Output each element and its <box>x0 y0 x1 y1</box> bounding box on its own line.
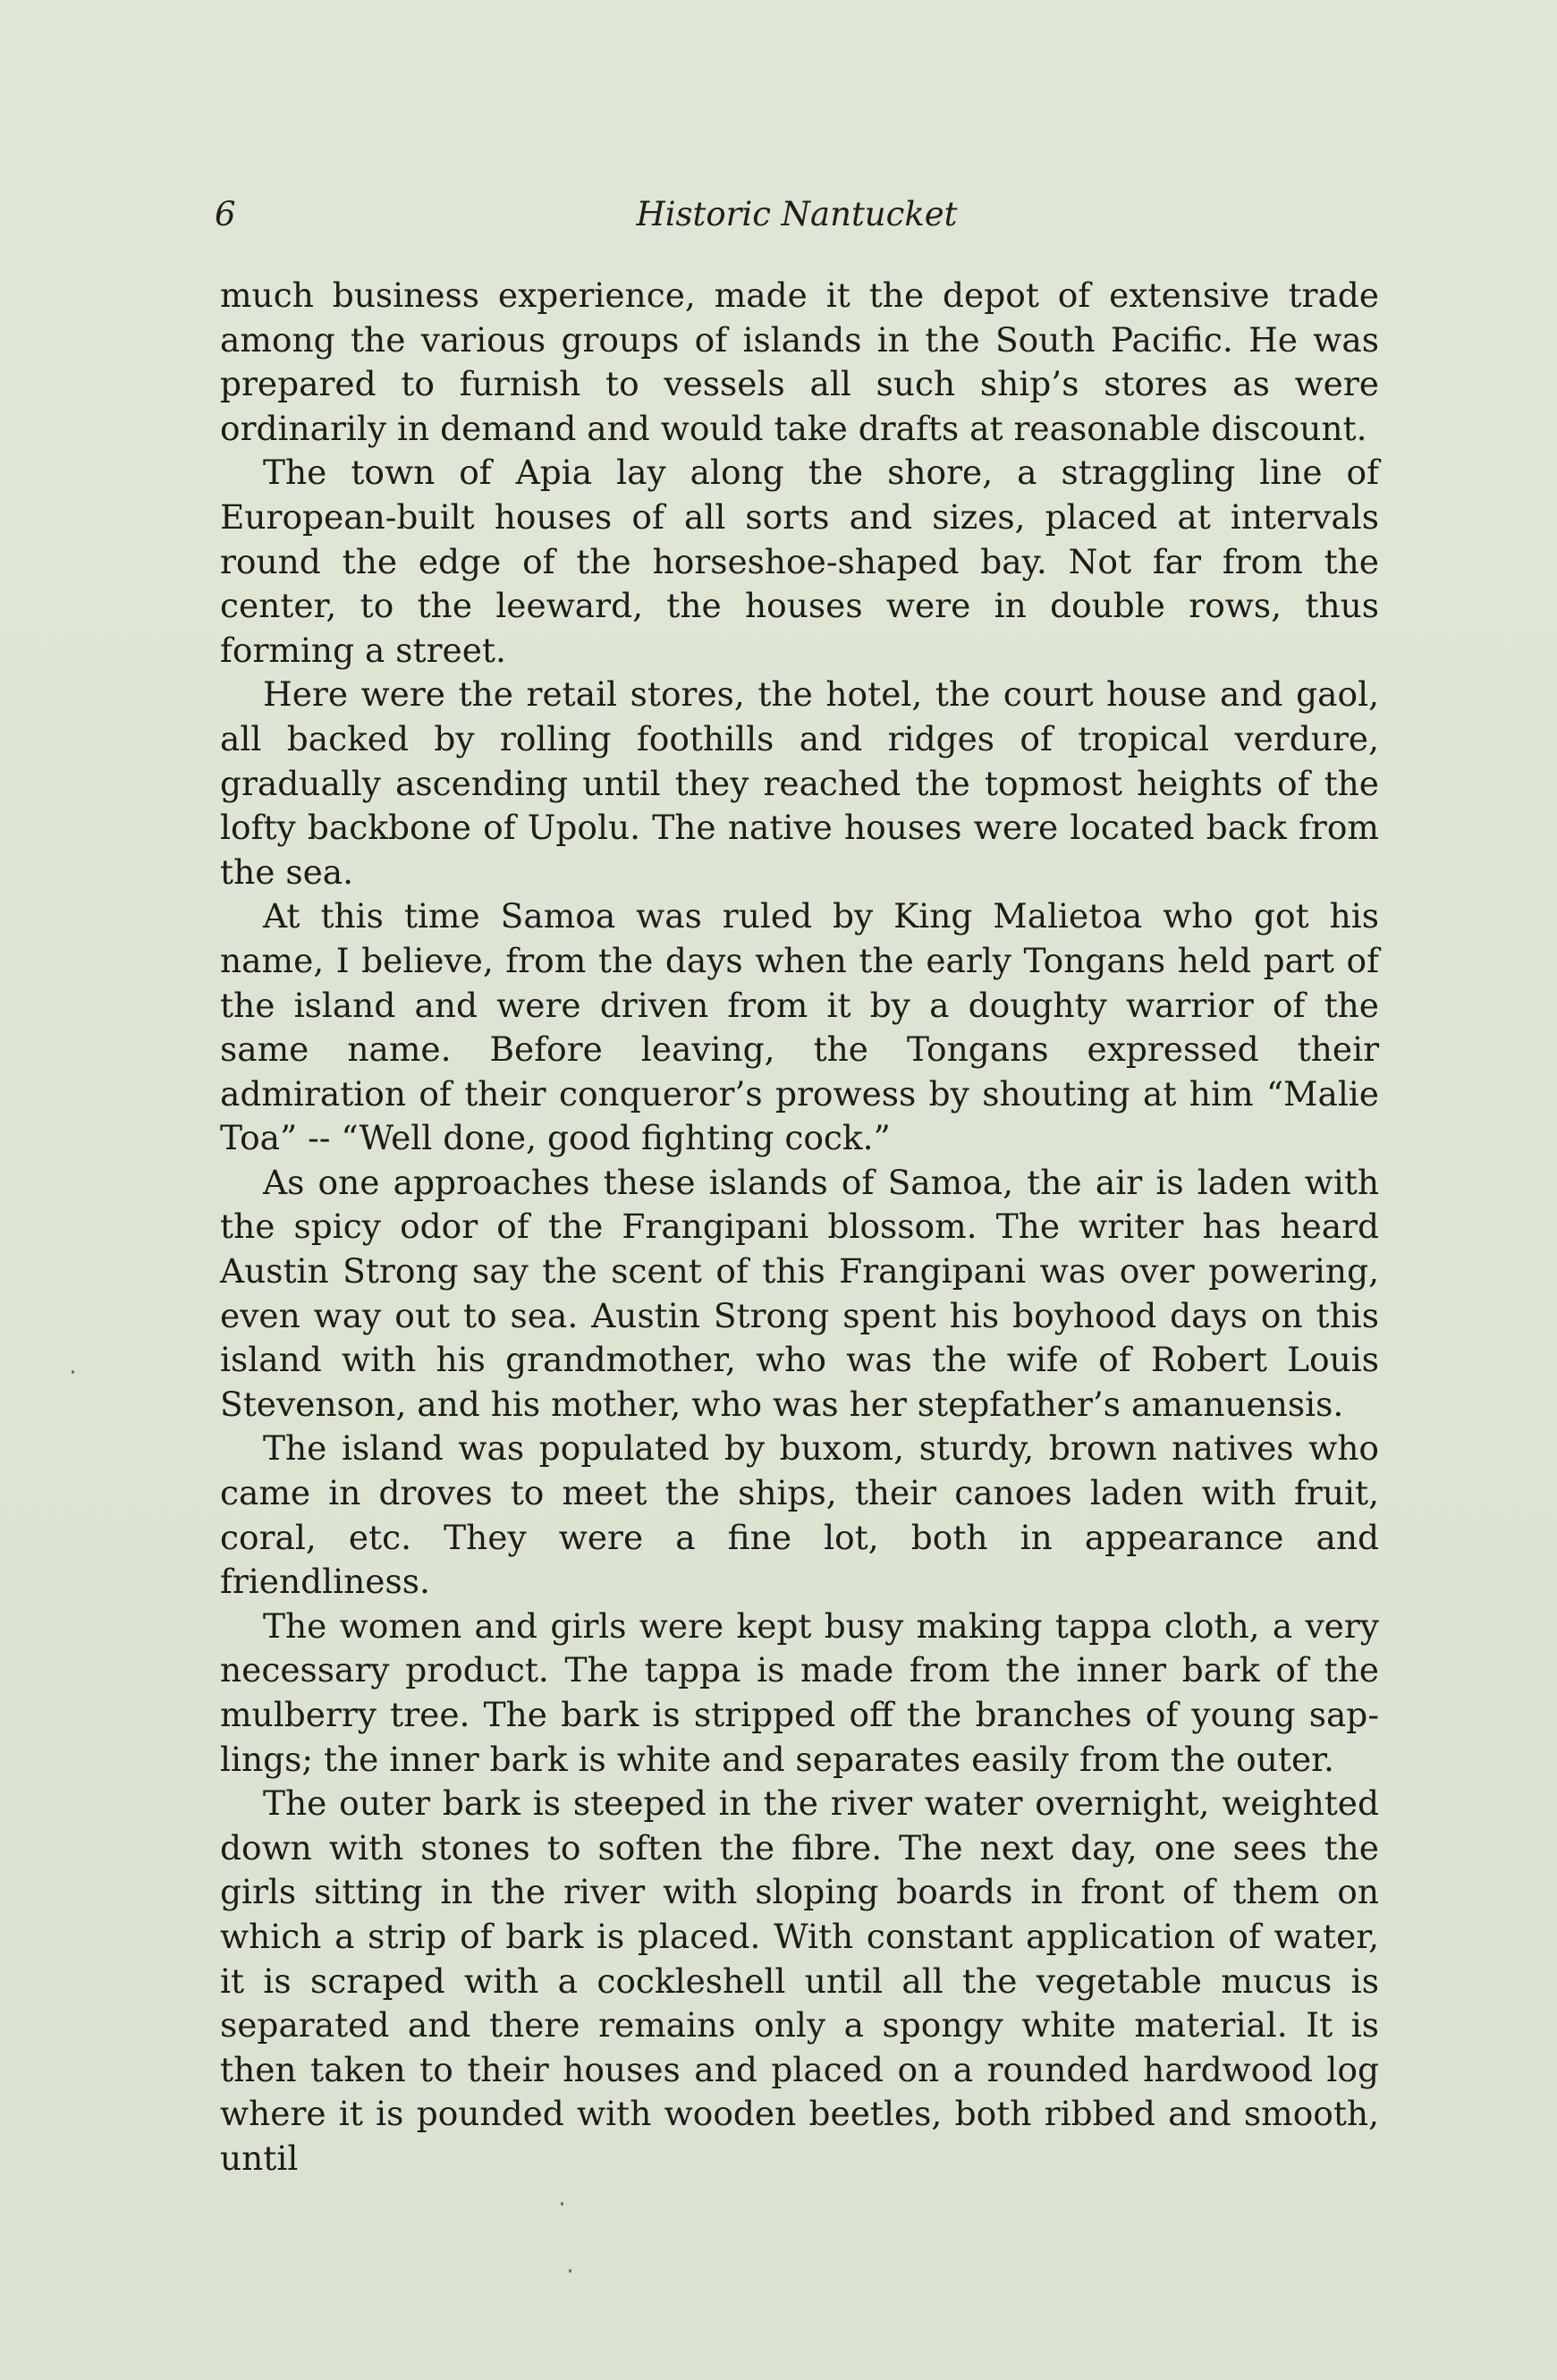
stray-ink-mark <box>569 2269 571 2273</box>
paragraph-tappa-cloth: The women and girls were kept busy making tappa cloth, a very necessary product. The tappa is made from the inner bark of the mulberry tree. The bark is stripped off the branches of young sap-lings; the inner bark is white and separates easily from the outer. <box>220 1605 1379 1779</box>
paragraph-frangipani: As one approaches these islands of Samoa, the air is laden with the spicy odor of the Frangipani blossom. The writer has heard Austin Strong say the scent of this Frangipani was over powering, even way out to sea. Austin Strong spent his boyhood days on this island with his grandmother, who was the wife of Robert Louis Stevenson, and his mother, who was her stepfather’s amanuensis. <box>220 1162 1379 1424</box>
paragraph-continued: much business experience, made it the depot of extensive trade among the various groups of islands in the South Pacific. He was prepared to furnish to vessels all such ship’s stores as were ordinarily in demand and would take drafts at reasonable discount. <box>220 275 1379 448</box>
stray-ink-mark <box>72 1370 74 1374</box>
stray-ink-mark <box>561 2202 563 2206</box>
paragraph-king-malietoa: At this time Samoa was ruled by King Malietoa who got his name, I believe, from the days when the early Tongans held part of the island and were driven from it by a doughty warrior of the same name. Before leaving, the Tongans expressed their admiration of their conqueror’s prowess by shouting at him “Malie Toa” -- “Well done, good fighting cock.” <box>220 896 1379 1158</box>
paragraph-outer-bark: The outer bark is steeped in the river water overnight, weighted down with stones to soften the fibre. The next day, one sees the girls sitting in the river with sloping boards in front of them on which a strip of bark is placed. With constant application of water, it is scraped with a cockleshell until all the vegetable mucus is separated and there remains only a spongy white material. It is then taken to their houses and placed on a rounded hardwood log where it is pounded with wooden beetles, both ribbed and smooth, until <box>220 1783 1379 2178</box>
paragraph-retail-stores: Here were the retail stores, the hotel, the court house and gaol, all backed by rolling foothills and ridges of tropical verdure, gradually ascending until they reached the topmost heights of the lofty backbone of Upolu. The native houses were located back from the sea. <box>220 674 1379 892</box>
paragraph-natives: The island was populated by buxom, sturdy, brown natives who came in droves to meet the ships, their canoes laden with fruit, coral, etc. They were a fine lot, both in appearance and friendliness. <box>220 1428 1379 1602</box>
page-number: 6 <box>215 195 236 233</box>
paragraph-apia-town: The town of Apia lay along the shore, a straggling line of European-built houses of all sorts and sizes, placed at intervals round the edge of the horseshoe-shaped bay. Not far from the center, to the leeward, the houses were in double rows, thus forming a street. <box>220 453 1379 670</box>
running-title: Historic Nantucket <box>636 195 958 233</box>
running-head <box>215 195 1379 245</box>
body-text <box>220 274 1379 2181</box>
